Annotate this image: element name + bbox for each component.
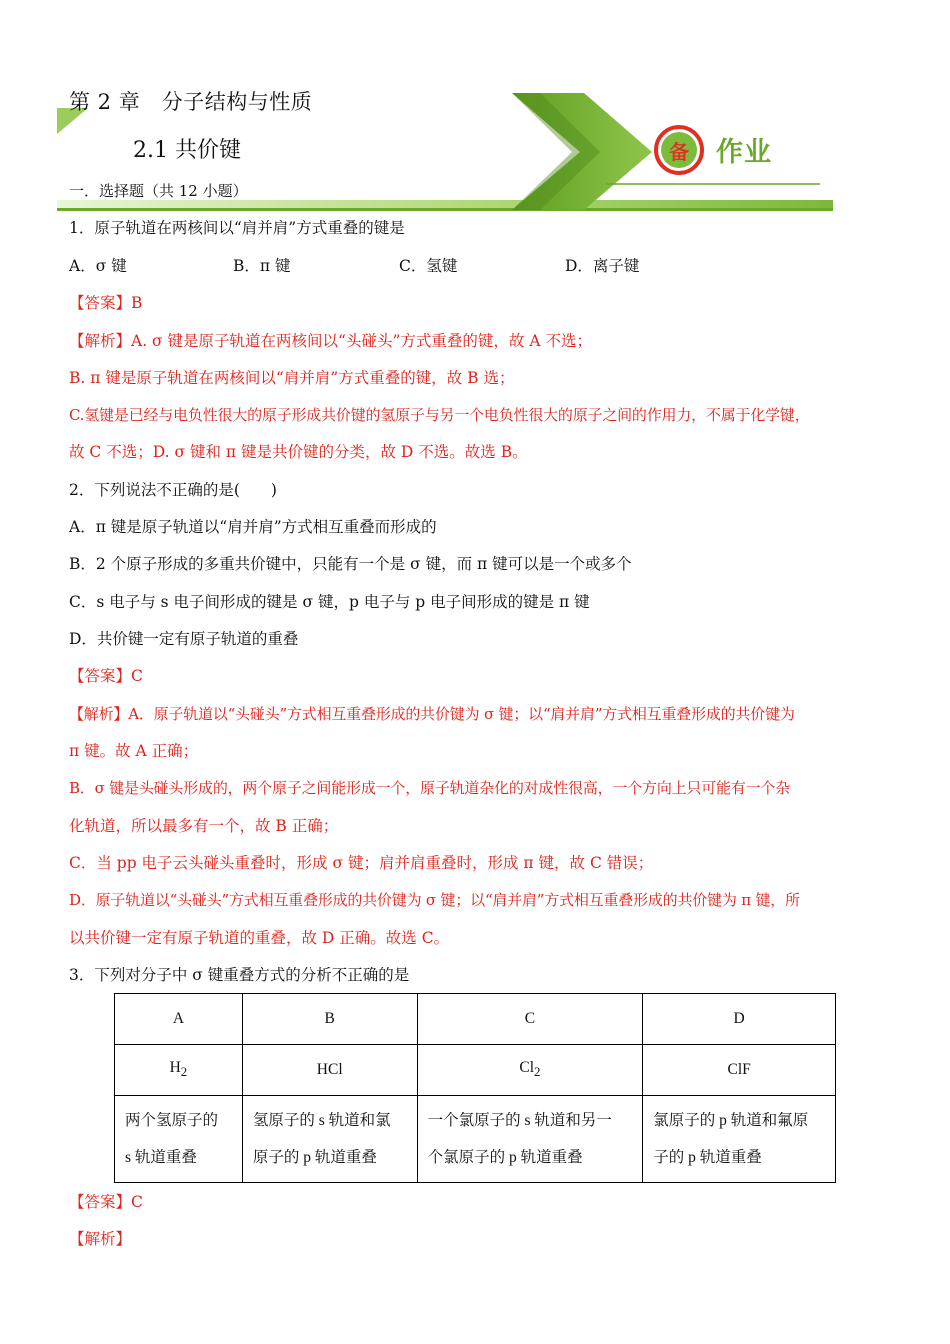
q2-answer: 【答案】C	[69, 667, 143, 685]
q2-analysis-3: B．σ 键是头碰头形成的，两个原子之间能形成一个，原子轨道杂化的对成性很高，一个方向上只可能有一个杂	[69, 779, 791, 797]
q2-analysis-5: C．当 pp 电子云头碰头重叠时，形成 σ 键；肩并肩重叠时，形成 π 键，故 C 错误；	[69, 854, 654, 872]
molecule-c-base: Cl	[519, 1059, 535, 1077]
q2-analysis-2: π 键。故 A 正确；	[69, 742, 199, 760]
q1-stem: 1．原子轨道在两核间以“肩并肩”方式重叠的键是	[69, 219, 405, 237]
part-title: 一．选择题（共 12 小题）	[69, 182, 248, 200]
table-header-a: A	[115, 994, 243, 1045]
description-line: 氯原子的 p 轨道和氟原	[653, 1112, 809, 1129]
q1-answer: 【答案】B	[69, 294, 143, 312]
q1-option-c: C．氢键	[399, 257, 458, 275]
table-row	[115, 994, 836, 1045]
table-row	[115, 1096, 836, 1183]
table-row	[115, 1045, 836, 1096]
description-line: s 轨道重叠	[125, 1149, 197, 1166]
table-header-d: D	[643, 994, 836, 1045]
description-d	[643, 1096, 836, 1183]
molecule-c	[417, 1045, 643, 1096]
q2-option-b: B．2 个原子形成的多重共价键中，只能有一个是 σ 键，而 π 键可以是一个或多个	[69, 555, 632, 573]
q1-analysis-2: B. π 键是原子轨道在两核间以“肩并肩”方式重叠的键，故 B 选；	[69, 369, 515, 387]
q2-option-d: D．共价键一定有原子轨道的重叠	[69, 630, 299, 648]
header-banner	[0, 0, 950, 220]
molecule-a	[115, 1045, 243, 1096]
description-a	[115, 1096, 243, 1183]
table-header-b: B	[242, 994, 417, 1045]
q2-stem: 2．下列说法不正确的是( )	[69, 481, 277, 499]
chapter-title: 第 2 章 分子结构与性质	[69, 90, 313, 114]
molecule-a-sub: 2	[180, 1064, 188, 1080]
description-c	[417, 1096, 643, 1183]
q2-option-a: A．π 键是原子轨道以“肩并肩”方式相互重叠而形成的	[69, 518, 437, 536]
q3-analysis-label: 【解析】	[69, 1230, 132, 1248]
q1-analysis-1: 【解析】A. σ 键是原子轨道在两核间以“头碰头”方式重叠的键，故 A 不选；	[69, 332, 592, 350]
q3-stem: 3．下列对分子中 σ 键重叠方式的分析不正确的是	[69, 966, 410, 984]
q1-option-a: A．σ 键	[69, 257, 127, 275]
description-line: 子的 p 轨道重叠	[653, 1149, 762, 1166]
q1-analysis-4: 故 C 不选；D. σ 键和 π 键是共价键的分类，故 D 不选。故选 B。	[69, 443, 528, 461]
description-line: 两个氢原子的	[125, 1112, 219, 1129]
molecule-a-base: H	[169, 1059, 181, 1077]
q2-option-c: C．s 电子与 s 电子间形成的键是 σ 键，p 电子与 p 电子间形成的键是 π 键	[69, 593, 590, 611]
molecule-d-base: ClF	[727, 1061, 751, 1078]
description-line: 个氯原子的 p 轨道重叠	[427, 1149, 583, 1166]
q3-table	[114, 993, 836, 1183]
badge-text: 作业	[716, 137, 772, 168]
bottom-bar	[57, 200, 833, 208]
description-b	[242, 1096, 417, 1183]
q2-analysis-7: 以共价键一定有原子轨道的重叠，故 D 正确。故选 C。	[69, 929, 450, 947]
molecule-c-sub: 2	[534, 1064, 541, 1080]
q2-analysis-1: 【解析】A．原子轨道以“头碰头”方式相互重叠形成的共价键为 σ 键；以“肩并肩”方式相互重叠形成的共价键为	[69, 705, 795, 723]
table-header-c: C	[417, 994, 643, 1045]
badge-char: 备	[669, 139, 689, 164]
badge-icon	[654, 125, 704, 175]
q3-answer: 【答案】C	[69, 1193, 143, 1211]
molecule-b-base: HCl	[316, 1061, 343, 1078]
description-line: 氢原子的 s 轨道和氯	[252, 1112, 391, 1129]
description-line: 一个氯原子的 s 轨道和另一	[427, 1112, 612, 1129]
q2-analysis-6: D．原子轨道以“头碰头”方式相互重叠形成的共价键为 σ 键；以“肩并肩”方式相互重叠形成的共价键为 π 键，所	[69, 891, 800, 909]
q1-option-b: B．π 键	[233, 257, 291, 275]
q1-option-d: D．离子键	[565, 257, 640, 275]
molecule-b	[242, 1045, 417, 1096]
q1-analysis-3: C.氢键是已经与电负性很大的原子形成共价键的氢原子与另一个电负性很大的原子之间的作用力，不属于化学键，	[69, 406, 810, 424]
description-line: 原子的 p 轨道重叠	[252, 1149, 377, 1166]
q2-analysis-4: 化轨道，所以最多有一个，故 B 正确；	[69, 817, 339, 835]
molecule-d	[643, 1045, 836, 1096]
section-title: 2.1 共价键	[133, 138, 241, 163]
